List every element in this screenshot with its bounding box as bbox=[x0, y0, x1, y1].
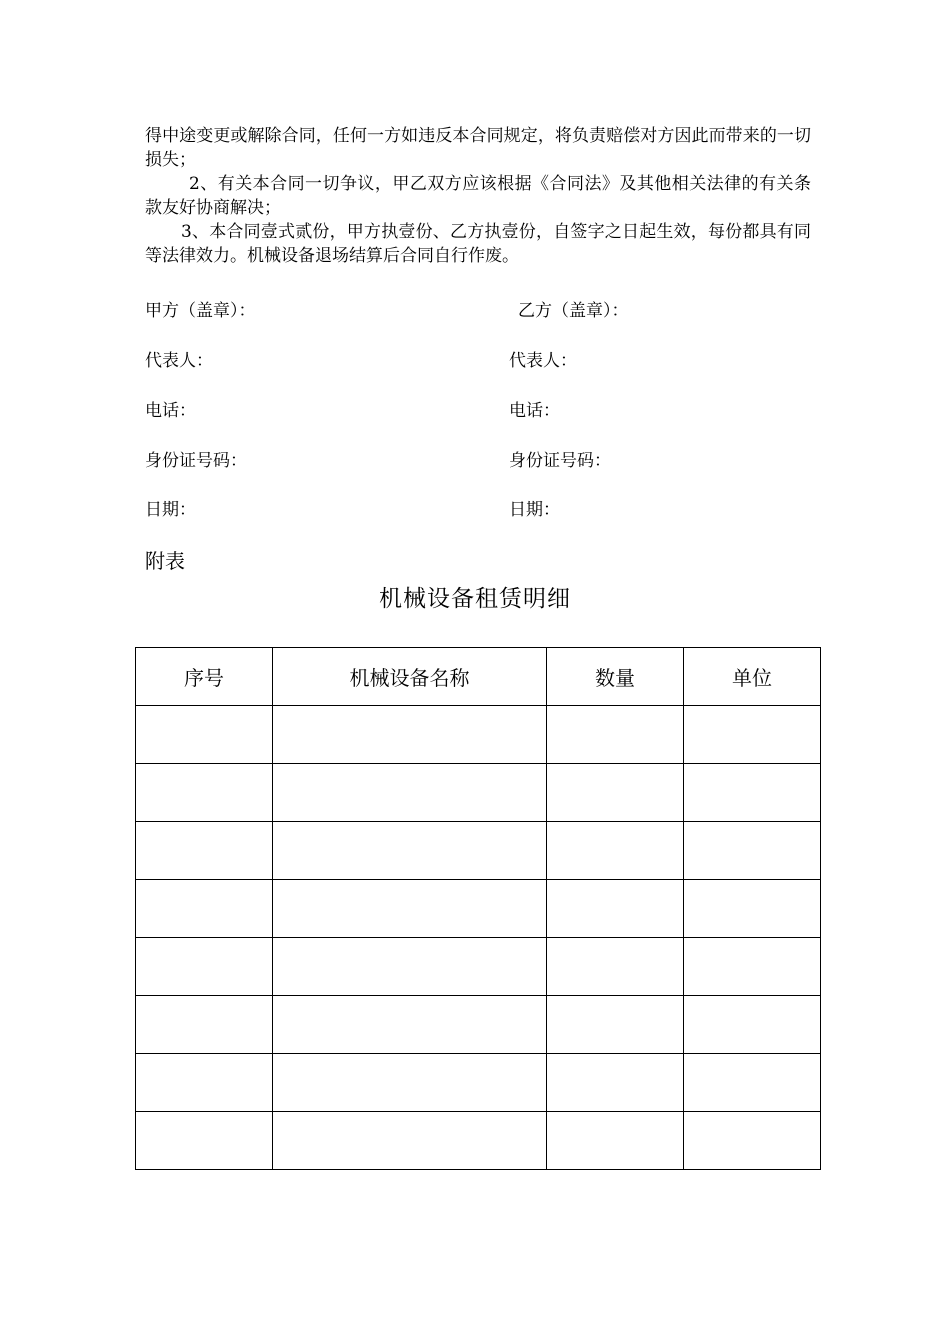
table-row bbox=[136, 764, 821, 822]
table-row bbox=[136, 1112, 821, 1170]
table-cell bbox=[273, 764, 547, 822]
column-header-quantity: 数量 bbox=[547, 648, 684, 706]
party-b-date-label: 日期： bbox=[509, 500, 560, 520]
table-cell bbox=[684, 1112, 821, 1170]
table-cell bbox=[547, 880, 684, 938]
equipment-rental-table bbox=[135, 647, 821, 1170]
party-b-representative-label: 代表人： bbox=[509, 351, 577, 371]
table-header-row bbox=[136, 648, 821, 706]
table-cell bbox=[136, 938, 273, 996]
table-cell bbox=[136, 880, 273, 938]
table-cell bbox=[684, 706, 821, 764]
table-cell bbox=[273, 938, 547, 996]
party-a-representative-label: 代表人： bbox=[145, 351, 213, 371]
table-cell bbox=[684, 938, 821, 996]
table-cell bbox=[547, 706, 684, 764]
party-a-date-label: 日期： bbox=[145, 500, 196, 520]
table-cell bbox=[273, 996, 547, 1054]
column-header-index: 序号 bbox=[136, 648, 273, 706]
table-cell bbox=[547, 764, 684, 822]
table-row bbox=[136, 822, 821, 880]
contract-terms bbox=[145, 124, 811, 268]
table-cell bbox=[684, 996, 821, 1054]
table-cell bbox=[547, 938, 684, 996]
party-a-id-number-label: 身份证号码： bbox=[145, 451, 247, 471]
table-cell bbox=[547, 996, 684, 1054]
table-cell bbox=[684, 764, 821, 822]
table-cell bbox=[136, 1054, 273, 1112]
table-cell bbox=[273, 822, 547, 880]
table-cell bbox=[684, 1054, 821, 1112]
table-cell bbox=[684, 822, 821, 880]
table-row bbox=[136, 938, 821, 996]
table-cell bbox=[136, 706, 273, 764]
party-a-seal-label: 甲方（盖章）： bbox=[145, 301, 256, 321]
column-header-unit: 单位 bbox=[684, 648, 821, 706]
table-cell bbox=[273, 880, 547, 938]
contract-paragraph: 2、有关本合同一切争议，甲乙双方应该根据《合同法》及其他相关法律的有关条款友好协商解决； bbox=[145, 174, 811, 218]
contract-paragraph: 得中途变更或解除合同，任何一方如违反本合同规定，将负责赔偿对方因此而带来的一切损失； bbox=[145, 126, 811, 170]
table-cell bbox=[547, 822, 684, 880]
table-cell bbox=[547, 1054, 684, 1112]
party-b-seal-label: 乙方（盖章）： bbox=[518, 301, 629, 321]
table-cell bbox=[136, 1112, 273, 1170]
table-cell bbox=[273, 1054, 547, 1112]
column-header-equipment-name: 机械设备名称 bbox=[273, 648, 547, 706]
table-cell bbox=[136, 764, 273, 822]
table-title: 机械设备租赁明细 bbox=[379, 586, 571, 612]
table-row bbox=[136, 706, 821, 764]
contract-paragraph: 3、本合同壹式贰份，甲方执壹份、乙方执壹份，自签字之日起生效，每份都具有同等法律效力。机械设备退场结算后合同自行作废。 bbox=[145, 222, 811, 266]
attachment-label: 附表 bbox=[145, 549, 185, 573]
party-b-phone-label: 电话： bbox=[509, 401, 560, 421]
party-b-id-number-label: 身份证号码： bbox=[509, 451, 611, 471]
table-row bbox=[136, 996, 821, 1054]
table-row bbox=[136, 880, 821, 938]
table-cell bbox=[136, 996, 273, 1054]
table-cell bbox=[136, 822, 273, 880]
party-a-phone-label: 电话： bbox=[145, 401, 196, 421]
table-row bbox=[136, 1054, 821, 1112]
table-cell bbox=[684, 880, 821, 938]
table-cell bbox=[273, 1112, 547, 1170]
table-cell bbox=[547, 1112, 684, 1170]
table-cell bbox=[273, 706, 547, 764]
